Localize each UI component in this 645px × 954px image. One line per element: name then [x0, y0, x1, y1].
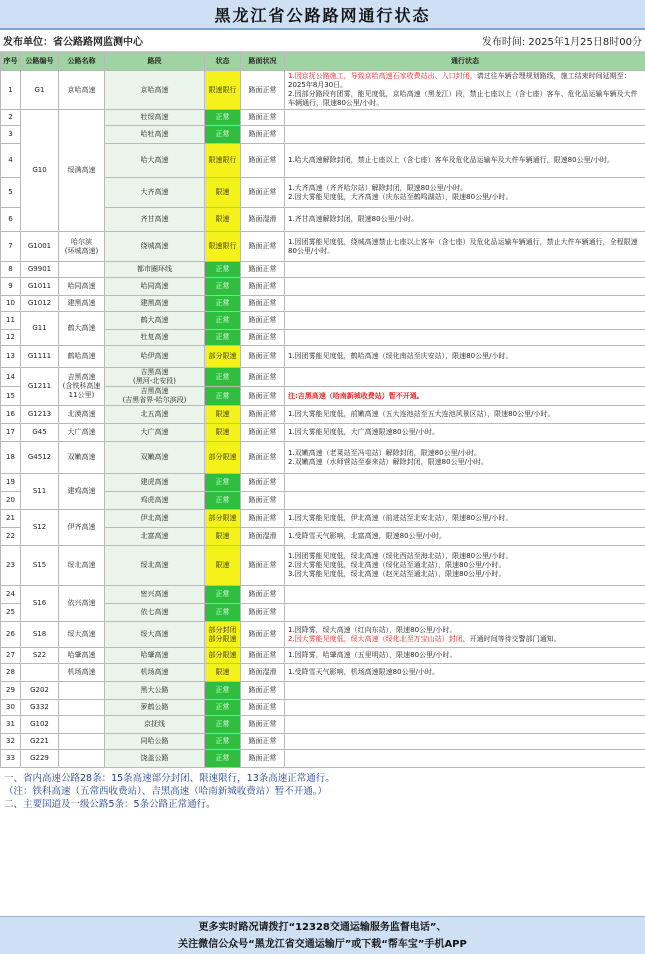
header-code: 公路编号	[21, 53, 59, 71]
cell-name: 绥北高速	[59, 546, 105, 586]
table-row	[1, 734, 645, 750]
cell-code: G332	[21, 700, 59, 716]
cell-no: 24	[1, 586, 21, 604]
cell-detail	[285, 278, 645, 296]
cell-segment: 双嫩高速	[105, 442, 205, 474]
cell-surface: 路面正常	[241, 510, 285, 528]
table-row	[1, 346, 645, 368]
cell-code: G1211	[21, 368, 59, 406]
cell-segment: 萝鹤公路	[105, 700, 205, 716]
cell-no: 1	[1, 71, 21, 110]
cell-detail	[285, 406, 645, 424]
cell-surface: 路面正常	[241, 262, 285, 278]
cell-detail	[285, 700, 645, 716]
table-header-row	[1, 53, 645, 71]
cell-surface: 路面正常	[241, 492, 285, 510]
cell-detail	[285, 682, 645, 700]
detail-text: 1.受降雪天气影响，北富高速，限速80公里/小时。	[288, 532, 446, 540]
cell-segment: 依七高速	[105, 604, 205, 622]
cell-segment: 齐甘高速	[105, 208, 205, 232]
cell-status: 正常	[205, 126, 241, 144]
cell-code: G229	[21, 750, 59, 768]
detail-text: ，请过往车辆合理规划路线，施工结束时间延期至：2025年8月30日。 2.因部分路段有团雾，能见度低，京哈高速（黑龙江）段，禁止七座以上（含七座）客车、危化品运输车辆及大件车辆通行，限速80公里/小时。	[288, 72, 638, 107]
cell-detail	[285, 424, 645, 442]
cell-detail	[285, 492, 645, 510]
cell-detail	[285, 474, 645, 492]
cell-detail	[285, 262, 645, 278]
cell-detail	[285, 622, 645, 648]
cell-detail	[285, 144, 645, 178]
cell-segment: 哈伊高速	[105, 346, 205, 368]
cell-segment: 建虎高速	[105, 474, 205, 492]
cell-segment: 饶盖公路	[105, 750, 205, 768]
cell-no: 14	[1, 368, 21, 387]
cell-no: 9	[1, 278, 21, 296]
cell-surface: 路面正常	[241, 346, 285, 368]
cell-detail	[285, 387, 645, 406]
cell-no: 21	[1, 510, 21, 528]
table-row	[1, 442, 645, 474]
header-segment: 路段	[105, 53, 205, 71]
table-row	[1, 750, 645, 768]
cell-no: 8	[1, 262, 21, 278]
cell-status: 限速	[205, 178, 241, 208]
cell-no: 20	[1, 492, 21, 510]
publisher: 发布单位：省公路路网监测中心	[3, 37, 143, 48]
cell-code: G202	[21, 682, 59, 700]
cell-name	[59, 700, 105, 716]
cell-code: G1001	[21, 232, 59, 262]
detail-text-2: ，开通时间等待交警部门通知。	[462, 634, 561, 643]
header-status: 状态	[205, 53, 241, 71]
note-1: 一、省内高速公路28条：15条高速部分封闭、限速限行，13条高速正常通行。	[4, 773, 335, 784]
cell-detail	[285, 528, 645, 546]
cell-code: G45	[21, 424, 59, 442]
cell-name: 哈同高速	[59, 278, 105, 296]
cell-surface: 路面正常	[241, 312, 285, 330]
cell-name	[59, 750, 105, 768]
cell-surface: 路面正常	[241, 126, 285, 144]
cell-code: G11	[21, 312, 59, 346]
table-row	[1, 682, 645, 700]
header-no: 序号	[1, 53, 21, 71]
cell-surface: 路面正常	[241, 296, 285, 312]
cell-status: 正常	[205, 586, 241, 604]
cell-surface: 路面正常	[241, 750, 285, 768]
cell-surface: 路面正常	[241, 546, 285, 586]
cell-segment: 鹤大高速	[105, 312, 205, 330]
table-row	[1, 278, 645, 296]
cell-no: 16	[1, 406, 21, 424]
cell-surface: 路面正常	[241, 144, 285, 178]
cell-surface: 路面正常	[241, 716, 285, 734]
cell-code	[21, 664, 59, 682]
page-title: 黑龙江省公路路网通行状态	[0, 0, 645, 30]
cell-surface: 路面正常	[241, 278, 285, 296]
cell-surface: 路面正常	[241, 368, 285, 387]
footer-banner	[0, 916, 645, 954]
cell-no: 31	[1, 716, 21, 734]
cell-status: 部分封闭 部分限速	[205, 622, 241, 648]
cell-no: 2	[1, 110, 21, 126]
cell-no: 13	[1, 346, 21, 368]
cell-surface: 路面正常	[241, 442, 285, 474]
detail-text: 1.因大雾能见度低，大广高速限速80公里/小时。	[288, 428, 439, 436]
cell-detail	[285, 750, 645, 768]
detail-text: 1.因大雾能见度低，前嫩高速（五大连池站至五大连池风景区站），限速80公里/小时。	[288, 410, 555, 418]
table-row	[1, 664, 645, 682]
cell-status: 部分限速	[205, 442, 241, 474]
cell-status: 限速	[205, 424, 241, 442]
footnotes	[0, 768, 645, 811]
cell-status: 部分限速	[205, 346, 241, 368]
table-row	[1, 424, 645, 442]
cell-surface: 路面正常	[241, 648, 285, 664]
cell-surface: 路面正常	[241, 734, 285, 750]
cell-status: 正常	[205, 296, 241, 312]
cell-status: 限速	[205, 528, 241, 546]
cell-detail	[285, 664, 645, 682]
cell-segment: 吉黑高速 (吉黑省界-哈尔滨段)	[105, 387, 205, 406]
table-row	[1, 232, 645, 262]
cell-no: 18	[1, 442, 21, 474]
cell-detail	[285, 330, 645, 346]
cell-no: 26	[1, 622, 21, 648]
cell-surface: 路面正常	[241, 474, 285, 492]
detail-text: 1.因大雾能见度低，伊北高速（前进站至北安北站），限速80公里/小时。	[288, 514, 513, 522]
cell-status: 正常	[205, 312, 241, 330]
cell-name: 鹤大高速	[59, 312, 105, 346]
cell-name: 绥大高速	[59, 622, 105, 648]
cell-code: S11	[21, 474, 59, 510]
cell-segment: 机场高速	[105, 664, 205, 682]
cell-name: 鹤哈高速	[59, 346, 105, 368]
cell-code: G1	[21, 71, 59, 110]
cell-code: G1111	[21, 346, 59, 368]
table-row	[1, 716, 645, 734]
cell-surface: 路面湿滑	[241, 208, 285, 232]
cell-surface: 路面正常	[241, 232, 285, 262]
table-row	[1, 368, 645, 387]
cell-status: 正常	[205, 387, 241, 406]
cell-name: 建鸡高速	[59, 474, 105, 510]
cell-detail	[285, 296, 645, 312]
cell-detail	[285, 716, 645, 734]
cell-segment: 哈牡高速	[105, 126, 205, 144]
cell-code: S18	[21, 622, 59, 648]
publish-bar	[0, 30, 645, 52]
cell-surface: 路面正常	[241, 110, 285, 126]
table-row	[1, 648, 645, 664]
cell-status: 正常	[205, 330, 241, 346]
cell-no: 33	[1, 750, 21, 768]
table-row	[1, 110, 645, 126]
detail-text: 1.哈大高速解除封闭，禁止七座以上（含七座）客车及危化品运输车及大件车辆通行，限速80公里/小时。	[288, 156, 614, 164]
cell-code: S16	[21, 586, 59, 622]
cell-no: 32	[1, 734, 21, 750]
cell-detail	[285, 71, 645, 110]
cell-segment: 北富高速	[105, 528, 205, 546]
cell-code: G221	[21, 734, 59, 750]
cell-code: G4512	[21, 442, 59, 474]
cell-segment: 建黑高速	[105, 296, 205, 312]
cell-segment: 密兴高速	[105, 586, 205, 604]
cell-status: 限速	[205, 546, 241, 586]
cell-detail	[285, 648, 645, 664]
cell-detail	[285, 110, 645, 126]
cell-code: S12	[21, 510, 59, 546]
cell-segment: 哈同高速	[105, 278, 205, 296]
cell-segment: 绥大高速	[105, 622, 205, 648]
cell-code: G1012	[21, 296, 59, 312]
cell-status: 限速	[205, 664, 241, 682]
table-row	[1, 474, 645, 492]
cell-detail	[285, 734, 645, 750]
cell-detail	[285, 178, 645, 208]
cell-segment: 牡复高速	[105, 330, 205, 346]
cell-no: 28	[1, 664, 21, 682]
cell-status: 正常	[205, 716, 241, 734]
cell-status: 正常	[205, 604, 241, 622]
cell-status: 限速限行	[205, 232, 241, 262]
cell-status: 限速限行	[205, 71, 241, 110]
cell-name: 绥满高速	[59, 110, 105, 232]
cell-status: 正常	[205, 700, 241, 716]
cell-name: 双嫩高速	[59, 442, 105, 474]
cell-status: 正常	[205, 368, 241, 387]
cell-detail	[285, 126, 645, 144]
cell-detail	[285, 586, 645, 604]
detail-text: 1.双嫩高速（老莱站至冯屯站）解除封闭，限速80公里/小时。 2.双嫩高速（水师营站至泰来站）解除封闭，限速80公里/小时。	[288, 448, 488, 466]
detail-text: 1.因团雾能见度低，鹤哈高速（绥化南站至庆安站），限速80公里/小时。	[288, 352, 513, 360]
cell-name	[59, 682, 105, 700]
detail-warning: 注:吉黑高速（哈南新城收费站）暂不开通。	[288, 391, 424, 400]
table-row	[1, 700, 645, 716]
cell-surface: 路面正常	[241, 700, 285, 716]
table-row	[1, 406, 645, 424]
cell-no: 17	[1, 424, 21, 442]
cell-no: 15	[1, 387, 21, 406]
footer-line-2: 关注微信公众号“黑龙江省交通运输厅”或下载“帮车宝”手机APP	[178, 939, 467, 950]
cell-status: 限速	[205, 406, 241, 424]
cell-no: 10	[1, 296, 21, 312]
cell-segment: 绥北高速	[105, 546, 205, 586]
cell-name	[59, 262, 105, 278]
cell-surface: 路面正常	[241, 71, 285, 110]
cell-status: 正常	[205, 682, 241, 700]
cell-segment: 绕城高速	[105, 232, 205, 262]
header-detail: 通行状态	[285, 53, 645, 71]
cell-status: 部分限速	[205, 510, 241, 528]
cell-segment: 大齐高速	[105, 178, 205, 208]
cell-code: G10	[21, 110, 59, 232]
cell-code: G1011	[21, 278, 59, 296]
cell-no: 3	[1, 126, 21, 144]
cell-no: 19	[1, 474, 21, 492]
detail-warning: 1.因京抚公路施工，导致京哈高速石家收费站出、入口封闭	[288, 72, 470, 80]
cell-name: 伊齐高速	[59, 510, 105, 546]
table-row	[1, 296, 645, 312]
cell-name: 建黑高速	[59, 296, 105, 312]
cell-name: 大广高速	[59, 424, 105, 442]
cell-name: 哈尔滨 (环城高速)	[59, 232, 105, 262]
cell-segment: 牡绥高速	[105, 110, 205, 126]
cell-detail	[285, 546, 645, 586]
cell-segment: 北五高速	[105, 406, 205, 424]
traffic-table	[0, 52, 645, 768]
cell-detail	[285, 232, 645, 262]
table-row	[1, 71, 645, 110]
cell-name	[59, 716, 105, 734]
cell-segment: 都市圈环线	[105, 262, 205, 278]
cell-segment: 京抚线	[105, 716, 205, 734]
detail-text: 1.因团雾能见度低，绕城高速禁止七座以上客车（含七座）及危化品运输车辆通行，禁止大件车辆通行，全程限速80公里/小时。	[288, 237, 638, 255]
cell-name: 机场高速	[59, 664, 105, 682]
cell-segment: 京哈高速	[105, 71, 205, 110]
publish-time: 发布时间: 2025年1月25日8时00分	[481, 37, 642, 48]
cell-surface: 路面正常	[241, 387, 285, 406]
cell-detail	[285, 312, 645, 330]
cell-no: 5	[1, 178, 21, 208]
cell-no: 4	[1, 144, 21, 178]
table-row	[1, 262, 645, 278]
cell-surface: 路面正常	[241, 682, 285, 700]
cell-surface: 路面正常	[241, 586, 285, 604]
cell-status: 正常	[205, 262, 241, 278]
cell-detail	[285, 346, 645, 368]
detail-warning-2: 2.因大雾能见度低，绥大高速（绥化北至万宝山站）封闭	[288, 634, 463, 643]
detail-text: 1.大齐高速（齐齐哈尔站）解除封闭，限速80公里/小时。 2.因大雾能见度低，大齐高速（庆东站至鹤鸣湖站），限速80公里/小时。	[288, 183, 513, 201]
cell-name: 哈肇高速	[59, 648, 105, 664]
cell-surface: 路面正常	[241, 178, 285, 208]
cell-status: 正常	[205, 278, 241, 296]
cell-no: 12	[1, 330, 21, 346]
table-row	[1, 312, 645, 330]
cell-name	[59, 734, 105, 750]
header-name: 公路名称	[59, 53, 105, 71]
cell-no: 29	[1, 682, 21, 700]
cell-no: 25	[1, 604, 21, 622]
cell-status: 正常	[205, 110, 241, 126]
note-2: （注：铁科高速（五常西收费站）、吉黑高速（哈南新城收费站）暂不开通。）	[4, 786, 328, 797]
cell-segment: 同哈公路	[105, 734, 205, 750]
table-row	[1, 622, 645, 648]
cell-status: 正常	[205, 492, 241, 510]
cell-code: S15	[21, 546, 59, 586]
cell-segment: 大广高速	[105, 424, 205, 442]
cell-no: 27	[1, 648, 21, 664]
cell-segment: 鸡虎高速	[105, 492, 205, 510]
cell-status: 正常	[205, 734, 241, 750]
cell-no: 30	[1, 700, 21, 716]
cell-no: 6	[1, 208, 21, 232]
cell-surface: 路面正常	[241, 424, 285, 442]
header-surface: 路面状况	[241, 53, 285, 71]
cell-status: 正常	[205, 750, 241, 768]
cell-no: 23	[1, 546, 21, 586]
cell-detail	[285, 368, 645, 387]
cell-surface: 路面正常	[241, 622, 285, 648]
table-row	[1, 586, 645, 604]
detail-text: 1.受降雪天气影响，机场高速限速80公里/小时。	[288, 668, 439, 676]
cell-surface: 路面湿滑	[241, 664, 285, 682]
cell-no: 22	[1, 528, 21, 546]
table-row	[1, 510, 645, 528]
cell-status: 部分限速	[205, 648, 241, 664]
cell-segment: 哈肇高速	[105, 648, 205, 664]
cell-no: 11	[1, 312, 21, 330]
table-row	[1, 546, 645, 586]
cell-surface: 路面正常	[241, 330, 285, 346]
cell-name: 吉黑高速 (含铁科高速 11公里)	[59, 368, 105, 406]
cell-name: 北漠高速	[59, 406, 105, 424]
table-body	[1, 71, 645, 768]
cell-status: 限速	[205, 208, 241, 232]
cell-no: 7	[1, 232, 21, 262]
cell-detail	[285, 442, 645, 474]
cell-detail	[285, 208, 645, 232]
cell-code: G9901	[21, 262, 59, 278]
cell-name: 依兴高速	[59, 586, 105, 622]
detail-text: 1.因降雾，哈肇高速（五里明站），限速80公里/小时。	[288, 651, 457, 659]
detail-text: 1.因团雾能见度低，绥北高速（绥化西站至海北站），限速80公里/小时。 2.因大雾能见度低，绥北高速（绥化站至通北站），限速80公里/小时。 3.因大雾能见度低，绥北高速（赵光站至通北站），限速80公里/小时。	[288, 552, 513, 578]
cell-detail	[285, 604, 645, 622]
cell-code: G1213	[21, 406, 59, 424]
cell-code: S22	[21, 648, 59, 664]
detail-text: 1.因降雾，绥大高速（红向东站），限速80公里/小时。	[288, 625, 457, 634]
note-3: 二、主要国道及一级公路5条：5条公路正常通行。	[4, 799, 216, 810]
cell-name: 京哈高速	[59, 71, 105, 110]
cell-segment: 哈大高速	[105, 144, 205, 178]
cell-segment: 黑大公路	[105, 682, 205, 700]
cell-surface: 路面正常	[241, 604, 285, 622]
cell-status: 限速限行	[205, 144, 241, 178]
cell-detail	[285, 510, 645, 528]
cell-segment: 伊北高速	[105, 510, 205, 528]
footer-line-1: 更多实时路况请拨打“12328交通运输服务监督电话”、	[198, 922, 447, 933]
cell-status: 正常	[205, 474, 241, 492]
cell-code: G102	[21, 716, 59, 734]
cell-surface: 路面湿滑	[241, 528, 285, 546]
detail-text: 1.齐甘高速解除封闭，限速80公里/小时。	[288, 215, 418, 223]
cell-segment: 吉黑高速 (黑河-北安段)	[105, 368, 205, 387]
cell-surface: 路面正常	[241, 406, 285, 424]
